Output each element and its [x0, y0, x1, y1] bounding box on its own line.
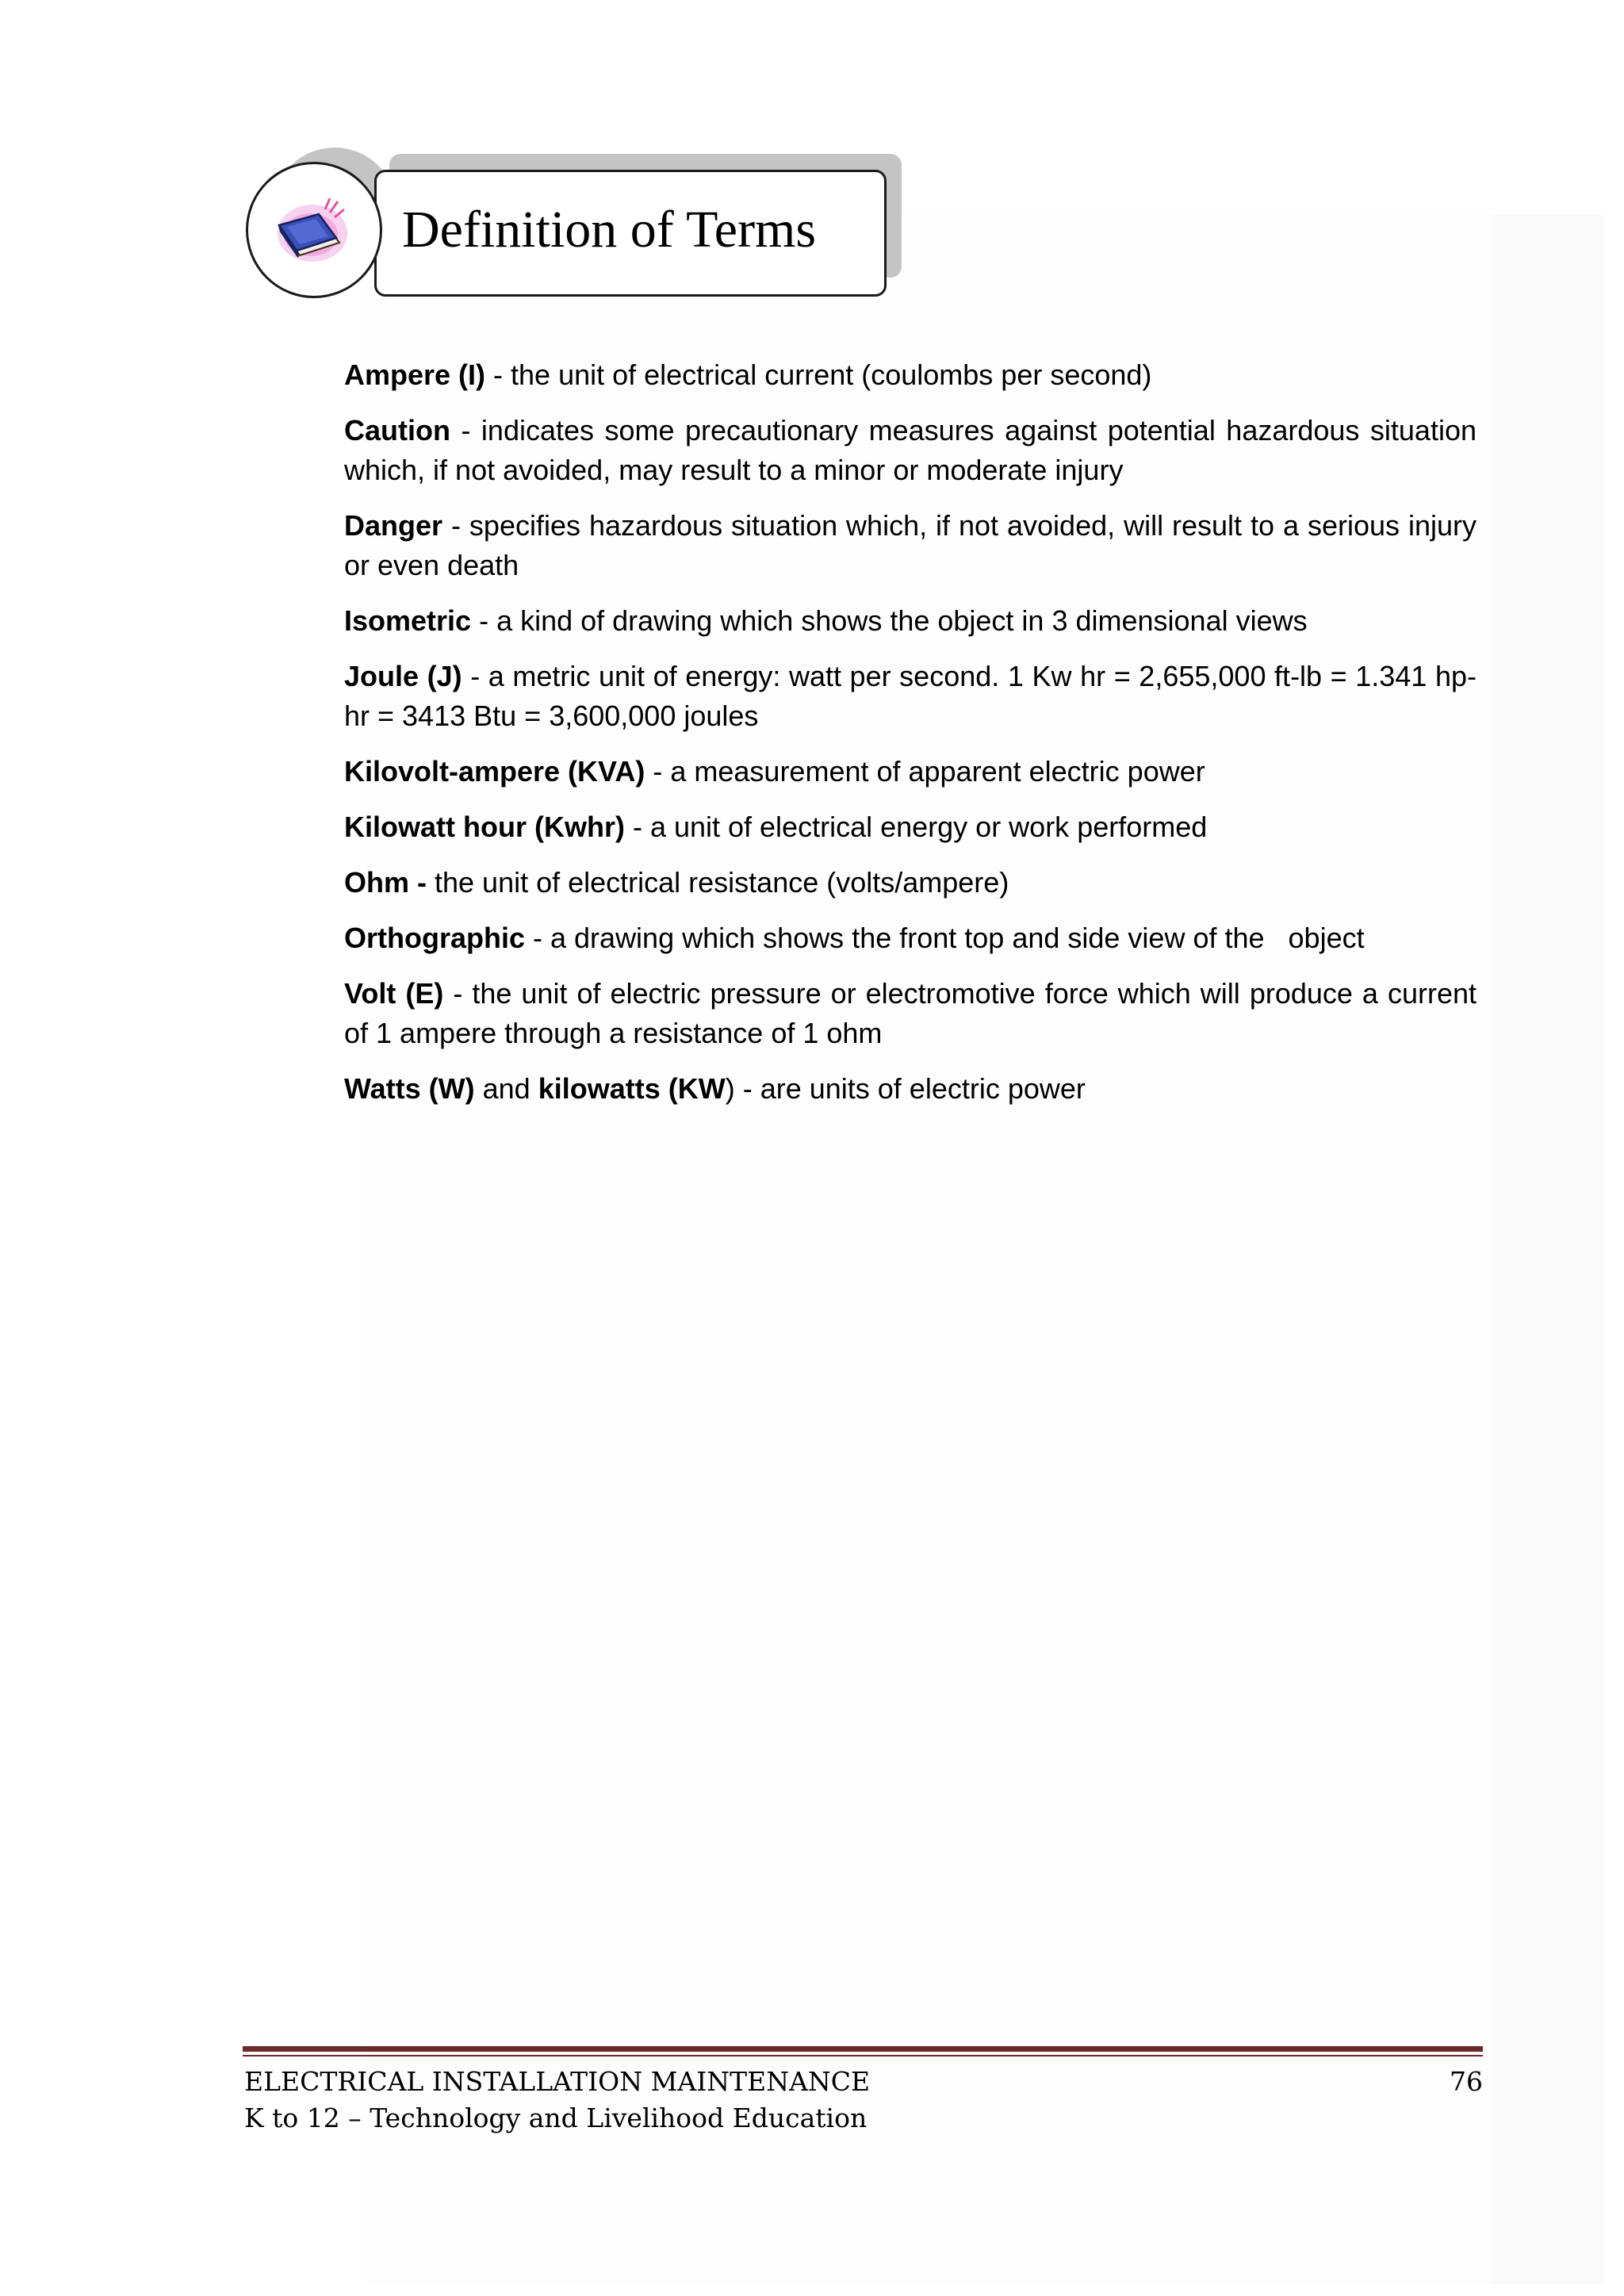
definition-term: Joule (J): [344, 660, 462, 692]
title-box: [374, 170, 887, 297]
definition-text: - a drawing which shows the front top and side view of the object: [525, 922, 1365, 954]
definition-item: [344, 863, 1477, 903]
definition-term: Isometric: [344, 604, 472, 637]
footer-rule: [243, 2046, 1483, 2052]
definition-term: Kilowatt hour (Kwhr): [344, 811, 625, 843]
definition-term: Danger: [344, 509, 443, 542]
definition-text: - a unit of electrical energy or work performed: [624, 811, 1208, 843]
definition-item: [344, 974, 1485, 1053]
definition-text: - the unit of electrical current (coulombs per second): [485, 358, 1152, 391]
footer-rule-thin: [243, 2055, 1483, 2056]
definition-item: [344, 752, 1477, 792]
definition-text: the unit of electrical resistance (volts/ampere): [427, 866, 1009, 899]
definition-item: [344, 1069, 1477, 1109]
page-title: Definition of Terms: [402, 201, 817, 259]
page-number: 76: [1450, 2066, 1483, 2097]
definition-term: Ampere (I): [344, 358, 486, 391]
definition-text: - indicates some precautionary measures against potential hazardous situation which, if not avoided, may result to a minor or moderate injury: [344, 414, 1485, 486]
definition-text: - a measurement of apparent electric power: [645, 755, 1205, 788]
definition-term: Caution: [344, 414, 450, 447]
footer-program: K to 12 – Technology and Livelihood Education: [244, 2102, 868, 2133]
definition-text: - specifies hazardous situation which, if not avoided, will result to a serious injury or even death: [344, 509, 1485, 581]
footer-course-title: ELECTRICAL INSTALLATION MAINTENANCE: [244, 2066, 871, 2097]
definition-text: ) - are units of electric power: [725, 1072, 1086, 1105]
definition-item: [344, 601, 1477, 641]
definitions-list: [344, 355, 1485, 1125]
section-header: [243, 144, 901, 311]
definition-item: [344, 506, 1485, 585]
definition-term: Volt (E): [344, 977, 444, 1010]
definition-item: [344, 807, 1477, 847]
definition-term: Ohm -: [344, 866, 427, 899]
page-edge-shade: [1492, 214, 1603, 2284]
definition-text: - a kind of drawing which shows the object in 3 dimensional views: [471, 604, 1308, 637]
definition-item: [344, 657, 1477, 736]
book-icon: [271, 194, 350, 266]
definition-item: [344, 411, 1485, 490]
definition-text: - a metric unit of energy: watt per second. 1 Kw hr = 2,655,000 ft-lb = 1.341 hp-hr = 3413 Btu = 3,600,000 joules: [344, 660, 1477, 732]
definition-item: [344, 355, 1477, 395]
definition-term: Kilovolt-ampere (KVA): [344, 755, 645, 788]
definition-term: Watts (W): [344, 1072, 475, 1105]
definition-item: [344, 918, 1477, 958]
definition-term: Orthographic: [344, 922, 526, 954]
definition-term: kilowatts (KW: [538, 1072, 726, 1105]
definition-text: - the unit of electric pressure or electromotive force which will produce a current of 1 ampere through a resistance of 1 ohm: [344, 977, 1485, 1049]
definition-text: and: [474, 1072, 538, 1105]
